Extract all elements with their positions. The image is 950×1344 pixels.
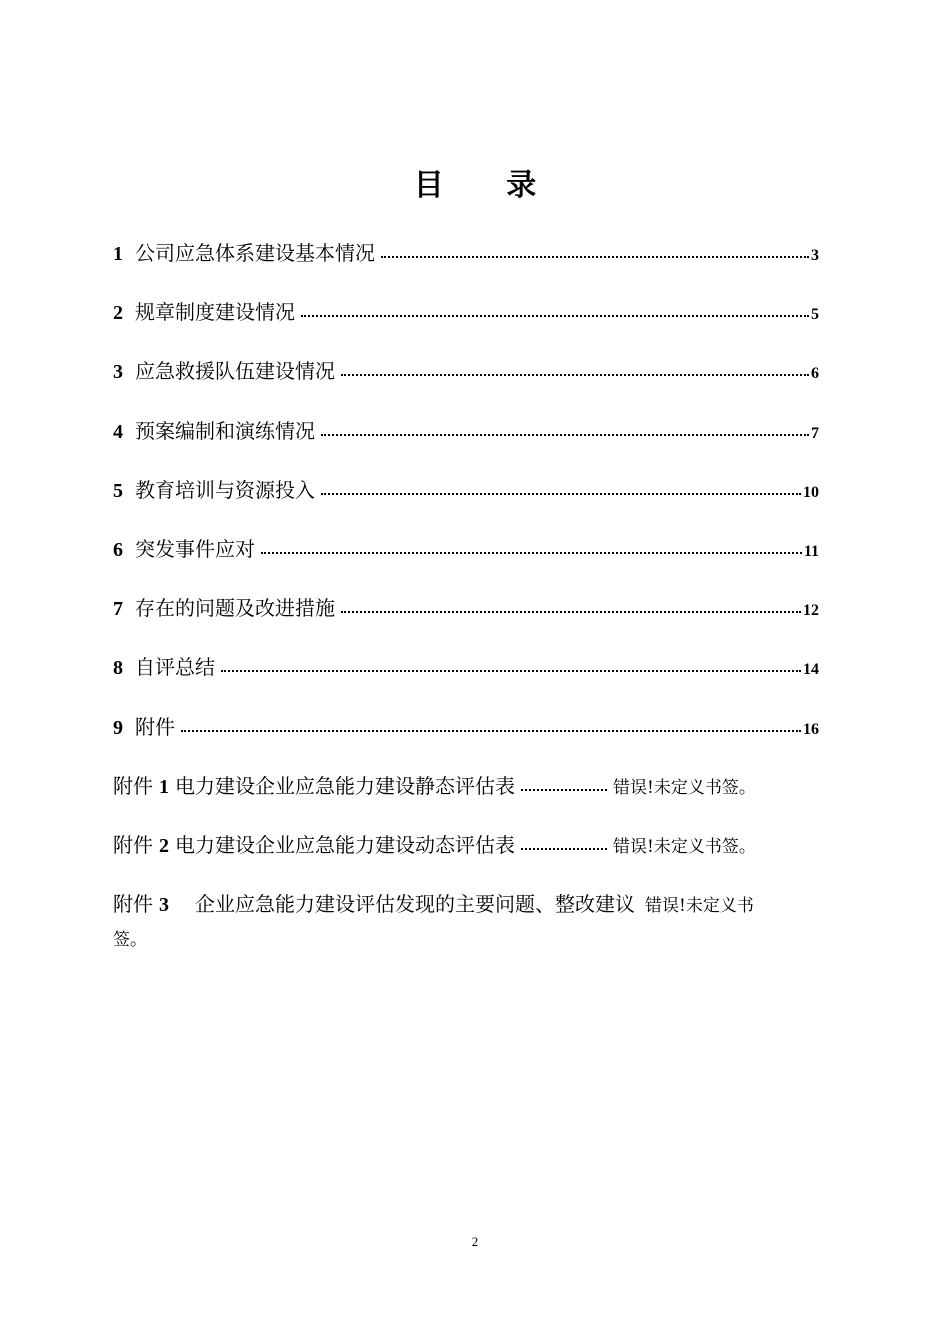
toc-entry-number: 6 [113,538,123,561]
toc-title: 目 录 [413,168,563,203]
toc-entry-page: 10 [803,483,819,501]
toc-entry-number: 8 [113,657,123,680]
appendix-label: 附件 [113,892,153,917]
toc-appendix-entry[interactable] [113,830,819,889]
toc-entry[interactable] [113,652,819,711]
toc-dot-leader [261,552,802,554]
appendix-label: 附件 [113,773,153,798]
toc-entry-number: 9 [113,716,123,739]
toc-dot-leader [221,670,801,672]
toc-entry-title: 存在的问题及改进措施 [135,596,335,621]
toc-dot-leader [521,789,607,791]
toc-entry-page: 6 [811,365,819,383]
toc-dot-leader [181,730,801,732]
toc-entry-page: 14 [803,661,819,679]
appendix-title: 电力建设企业应急能力建设动态评估表 [175,832,515,857]
toc-dot-leader [321,434,809,436]
toc-entry-page: 7 [811,424,819,442]
toc-dot-leader [381,256,809,258]
toc-dot-leader [321,493,801,495]
bookmark-error-text: 错误!未定义书签。 [613,836,756,857]
toc-entry[interactable] [113,712,819,771]
toc-entry-title: 教育培训与资源投入 [135,477,315,502]
toc-entry-title: 规章制度建设情况 [135,300,295,325]
toc-appendix-entry[interactable] [113,771,819,830]
toc-entry-page: 16 [803,720,819,738]
toc-entry-title: 突发事件应对 [135,536,255,561]
bookmark-error-text-continued: 签。 [113,930,147,951]
toc-entry[interactable] [113,534,819,593]
toc-entry[interactable] [113,297,819,356]
toc-entry-number: 4 [113,420,123,443]
toc-dot-leader [341,611,801,613]
toc-entry-number: 5 [113,479,123,502]
bookmark-error-text: 错误!未定义书签。 [613,777,756,798]
toc-entry-title: 应急救援队伍建设情况 [135,359,335,384]
appendix-title: 电力建设企业应急能力建设静态评估表 [175,773,515,798]
toc-entry-page: 3 [811,247,819,264]
appendix-number: 2 [159,834,169,857]
toc-entry-number: 2 [113,302,123,325]
toc-dot-leader [521,848,607,850]
toc-entry-title: 自评总结 [135,655,215,680]
toc-entry-number: 3 [113,361,123,384]
toc-entry-title: 预案编制和演练情况 [135,418,315,443]
toc-entry-page: 11 [803,542,819,560]
toc-entry-number: 1 [113,243,123,265]
appendix-label: 附件 [113,832,153,857]
toc-entry-page: 12 [803,602,819,620]
toc-entry-page: 5 [811,306,819,324]
toc-entry-title: 附件 [135,714,175,739]
toc-entry[interactable] [113,475,819,534]
toc-appendix-entry[interactable] [113,889,819,955]
toc-entry-number: 7 [113,598,123,621]
toc-list [113,238,819,955]
toc-entry[interactable] [113,416,819,475]
toc-entry-title: 公司应急体系建设基本情况 [135,241,375,265]
toc-dot-leader [301,315,809,317]
appendix-number: 3 [159,894,169,917]
toc-entry[interactable] [113,593,819,652]
appendix-number: 1 [159,775,169,798]
bookmark-error-text: 错误!未定义书 [645,896,754,917]
page-number: 2 [471,1234,479,1249]
toc-dot-leader [341,374,809,376]
appendix-title: 企业应急能力建设评估发现的主要问题、整改建议 [195,892,635,917]
toc-entry[interactable] [113,356,819,415]
toc-entry[interactable] [113,238,819,297]
